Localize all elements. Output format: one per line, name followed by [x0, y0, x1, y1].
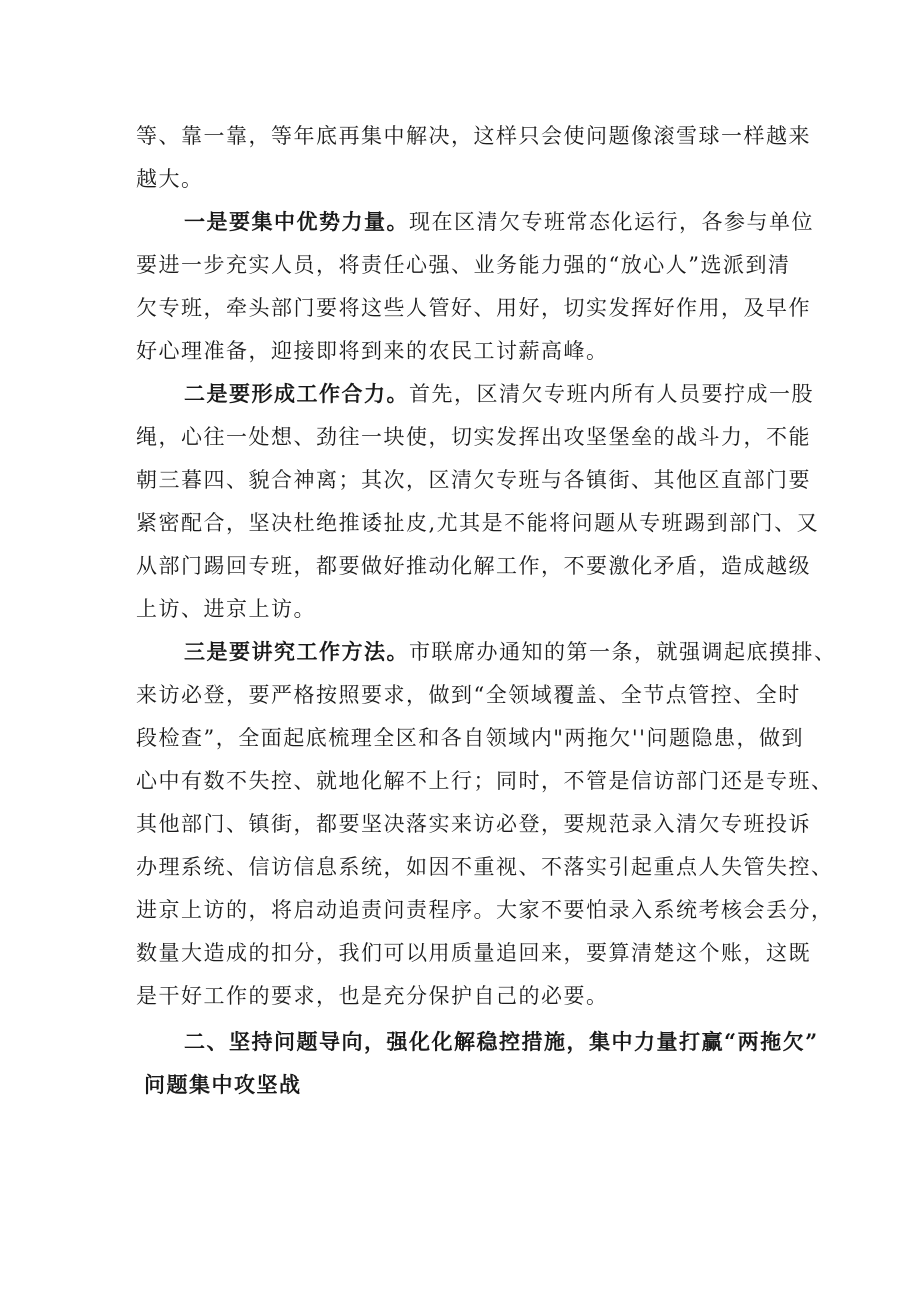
paragraph-text: 首先，区清欠专班内所有人员要拧成一股 — [409, 382, 814, 406]
paragraph-line: 紧密配合，坚决杜绝推诿扯皮,尤其是不能将问题从专班踢到部门、又 — [136, 511, 820, 535]
paragraph-line: 是干好工作的要求，也是充分保护自己的必要。 — [136, 984, 609, 1008]
paragraph-line — [184, 637, 844, 667]
paragraph-lead: 三是要讲究工作方法。 — [184, 639, 409, 664]
section-heading: 二、坚持问题导向，强化化解稳控措施，集中力量打赢“两拖欠” — [184, 1029, 819, 1054]
paragraph-lead: 二是要形成工作合力。 — [184, 381, 409, 406]
paragraph-line: 段检查”，全面起底梳理全区和各自领域内"两拖欠''问题隐患，做到 — [136, 726, 804, 750]
paragraph-line — [184, 379, 844, 409]
paragraph-line: 数量大造成的扣分，我们可以用质量追回来，要算清楚这个账，这既 — [136, 941, 811, 965]
paragraph-line: 心中有数不失控、就地化解不上行；同时，不管是信访部门还是专班、 — [136, 769, 834, 793]
paragraph-line: 绳，心往一处想、劲往一块使，切实发挥出攻坚堡垒的战斗力，不能 — [136, 425, 811, 449]
paragraph-line: 上访、进京上访。 — [136, 597, 316, 621]
paragraph-lead: 一是要集中优势力量。 — [184, 209, 409, 234]
paragraph-line: 要进一步充实人员，将责任心强、业务能力强的“放心人”选派到清 — [136, 253, 791, 277]
paragraph-line: 来访必登，要严格按照要求，做到“全领域覆盖、全节点管控、全时 — [136, 683, 801, 707]
paragraph-line: 欠专班，牵头部门要将这些人管好、用好，切实发挥好作用，及早作 — [136, 296, 811, 320]
paragraph-line — [184, 207, 844, 237]
paragraph-line: 从部门踢回专班，都要做好推动化解工作，不要激化矛盾，造成越级 — [136, 554, 811, 578]
paragraph-line: 其他部门、镇街，都要坚决落实来访必登，要规范录入清欠专班投诉 — [136, 812, 811, 836]
paragraph-line: 等、靠一靠，等年底再集中解决，这样只会使问题像滚雪球一样越来 — [136, 124, 811, 148]
section-heading: 问题集中攻坚战 — [144, 1072, 302, 1097]
paragraph-line: 好心理准备，迎接即将到来的农民工讨薪高峰。 — [136, 339, 609, 363]
paragraph-line: 进京上访的，将启动追责问责程序。大家不要怕录入系统考核会丢分， — [136, 898, 834, 922]
paragraph-line: 越大。 — [136, 167, 204, 191]
paragraph-line: 办理系统、信访信息系统，如因不重视、不落实引起重点人失管失控、 — [136, 855, 834, 879]
paragraph-text: 市联席办通知的第一条，就强调起底摸排、 — [409, 640, 837, 664]
paragraph-text: 现在区清欠专班常态化运行，各参与单位 — [409, 210, 814, 234]
paragraph-line: 朝三暮四、貌合神离；其次，区清欠专班与各镇街、其他区直部门要 — [136, 468, 811, 492]
